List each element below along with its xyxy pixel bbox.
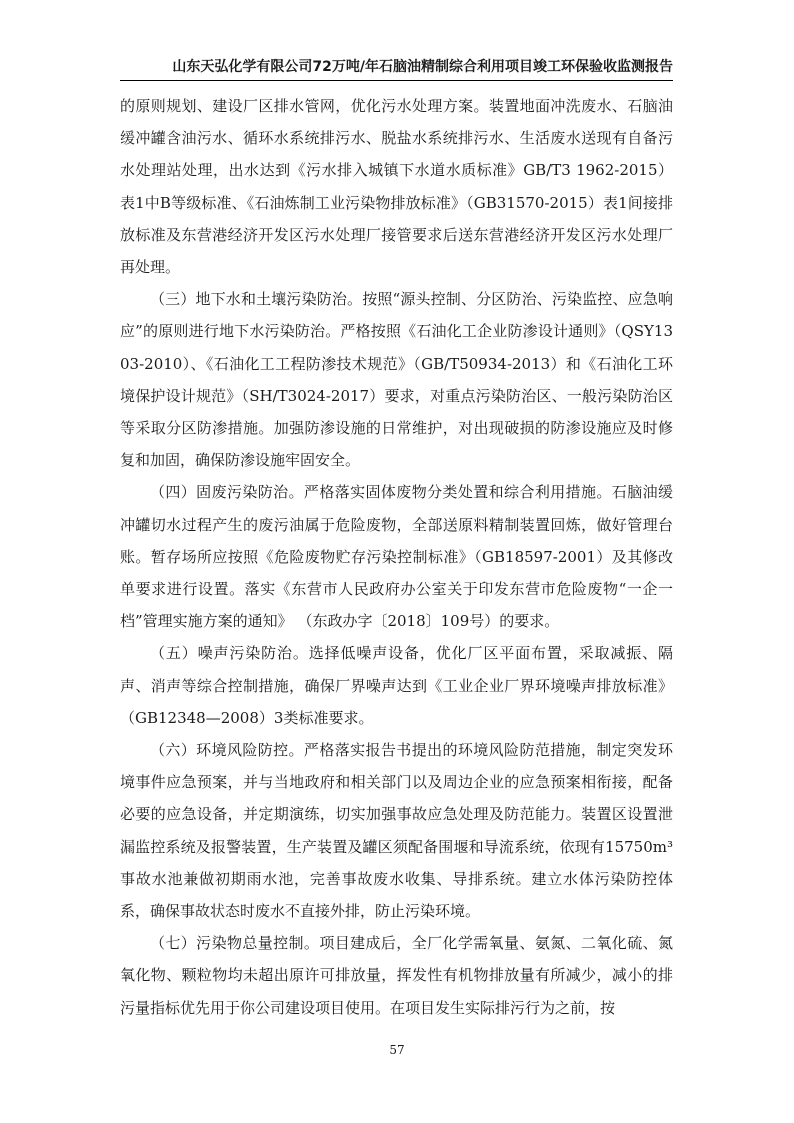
paragraph-total-control: （七）污染物总量控制。项目建成后，全厂化学需氧量、氨氮、二氧化硫、氮氧化物、颗粒物均未超出原许可排放量，挥发性有机物排放量有所减少，减小的排污量指标优先用于你公司建设项目使用。在项目发生实际排污行为之前，按 <box>120 934 673 1017</box>
paragraph-risk: （六）环境风险防控。严格落实报告书提出的环境风险防范措施，制定突发环境事件应急预案，并与当地政府和相关部门以及周边企业的应急预案相衔接，配备必要的应急设备，并定期演练，切实加强事故应急处理及防范能力。装置区设置泄漏监控系统及报警装置，生产装置及罐区须配备围堰和导流系统，依现有15750m³事故水池兼做初期雨水池，完善事故废水收集、导排系统。建立水体污染防控体系，确保事故状态时废水不直接外排，防止污染环境。 <box>120 741 673 921</box>
paragraph-continuation: 的原则规划、建设厂区排水管网，优化污水处理方案。装置地面冲洗废水、石脑油缓冲罐含油污水、循环水系统排污水、脱盐水系统排污水、生活废水送现有自备污水处理站处理，出水达到《污水排入城镇下水道水质标准》GB/T3 1962-2015）表1中B等级标准、《石油炼制工业污染物排放标准》（GB31570-2015）表1间接排放标准及东营港经济开发区污水处理厂接管要求后送东营港经济开发区污水处理厂再处理。 <box>120 97 673 277</box>
paragraph-groundwater: （三）地下水和土壤污染防治。按照“源头控制、分区防治、污染监控、应急响应”的原则进行地下水污染防治。严格按照《石油化工企业防渗设计通则》（QSY1303-2010）、《石油化工工程防渗技术规范》（GB/T50934-2013）和《石油化工环境保护设计规范》（SH/T3024-2017）要求，对重点污染防治区、一般污染防治区等采取分区防渗措施。加强防渗设施的日常维护，对出现破损的防渗设施应及时修复和加固，确保防渗设施牢固安全。 <box>120 290 673 470</box>
body-text <box>120 90 673 1024</box>
paragraph-noise: （五）噪声污染防治。选择低噪声设备，优化厂区平面布置，采取减振、隔声、消声等综合控制措施，确保厂界噪声达到《工业企业厂界环境噪声排放标准》（GB12348—2008）3类标准要求。 <box>120 644 673 727</box>
header-divider <box>120 80 673 81</box>
page-header: 山东天弘化学有限公司72万吨/年石脑油精制综合利用项目竣工环保验收监测报告 <box>172 59 673 75</box>
paragraph-solid-waste: （四）固废污染防治。严格落实固体废物分类处置和综合利用措施。石脑油缓冲罐切水过程产生的废污油属于危险废物，全部送原料精制装置回炼，做好管理台账。暂存场所应按照《危险废物贮存污染控制标准》（GB18597-2001）及其修改单要求进行设置。落实《东营市人民政府办公室关于印发东营市危险废物“一企一档”管理实施方案的通知》 （东政办字〔2018〕109号）的要求。 <box>120 483 673 631</box>
page-number: 57 <box>389 1043 405 1057</box>
